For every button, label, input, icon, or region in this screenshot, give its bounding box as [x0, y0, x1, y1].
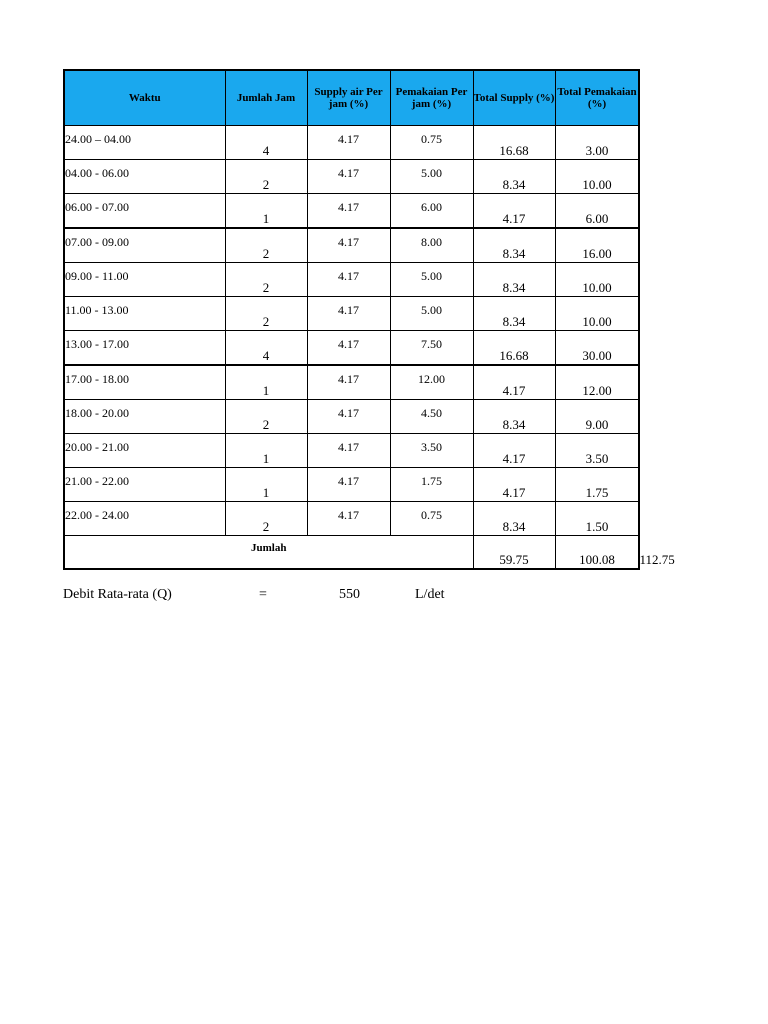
cell-waktu: 07.00 - 09.00: [64, 228, 225, 263]
table-row: [64, 502, 639, 536]
header-waktu: Waktu: [64, 70, 225, 126]
cell-supply-per-jam: 4.17: [307, 263, 390, 297]
table-row: [64, 194, 639, 229]
cell-total-pemakaian: 6.00: [555, 194, 639, 229]
cell-total-supply: 8.34: [473, 228, 555, 263]
cell-waktu: 18.00 - 20.00: [64, 400, 225, 434]
table-row: [64, 228, 639, 263]
cell-pemakaian-per-jam: 5.00: [390, 263, 473, 297]
cell-pemakaian-per-jam: 4.50: [390, 400, 473, 434]
cell-supply-per-jam: 4.17: [307, 365, 390, 400]
cell-jumlah-jam: 2: [225, 400, 307, 434]
cell-pemakaian-per-jam: 0.75: [390, 502, 473, 536]
debit-equals: =: [259, 587, 267, 602]
cell-supply-per-jam: 4.17: [307, 468, 390, 502]
cell-total-pemakaian: 10.00: [555, 263, 639, 297]
cell-waktu: 17.00 - 18.00: [64, 365, 225, 400]
cell-pemakaian-per-jam: 6.00: [390, 194, 473, 229]
cell-total-supply: 8.34: [473, 297, 555, 331]
header-total-supply: Total Supply (%): [473, 70, 555, 126]
cell-jumlah-jam: 4: [225, 126, 307, 160]
cell-waktu: 09.00 - 11.00: [64, 263, 225, 297]
cell-pemakaian-per-jam: 5.00: [390, 160, 473, 194]
cell-jumlah-jam: 2: [225, 502, 307, 536]
cell-waktu: 06.00 - 07.00: [64, 194, 225, 229]
header-total-pemakaian: Total Pemakaian (%): [555, 70, 639, 126]
debit-unit: L/det: [415, 587, 445, 602]
cell-total-pemakaian: 10.00: [555, 160, 639, 194]
table-row: [64, 468, 639, 502]
cell-total-pemakaian: 3.00: [555, 126, 639, 160]
cell-total-supply: 16.68: [473, 126, 555, 160]
cell-waktu: 11.00 - 13.00: [64, 297, 225, 331]
cell-pemakaian-per-jam: 8.00: [390, 228, 473, 263]
cell-jumlah-jam: 1: [225, 434, 307, 468]
table-row: [64, 434, 639, 468]
cell-waktu: 21.00 - 22.00: [64, 468, 225, 502]
table-row: [64, 263, 639, 297]
table-header-row: [64, 70, 639, 126]
table-row: [64, 331, 639, 366]
cell-supply-per-jam: 4.17: [307, 331, 390, 366]
cell-supply-per-jam: 4.17: [307, 297, 390, 331]
cell-waktu: 20.00 - 21.00: [64, 434, 225, 468]
cell-total-supply: 16.68: [473, 331, 555, 366]
table-row: [64, 126, 639, 160]
cell-jumlah-jam: 1: [225, 365, 307, 400]
cell-total-pemakaian: 16.00: [555, 228, 639, 263]
cell-total-pemakaian: 1.50: [555, 502, 639, 536]
cell-pemakaian-per-jam: 0.75: [390, 126, 473, 160]
cell-waktu: 24.00 – 04.00: [64, 126, 225, 160]
cell-supply-per-jam: 4.17: [307, 160, 390, 194]
cell-pemakaian-per-jam: 12.00: [390, 365, 473, 400]
cell-total-pemakaian: 9.00: [555, 400, 639, 434]
cell-supply-per-jam: 4.17: [307, 194, 390, 229]
cell-jumlah-jam: 2: [225, 160, 307, 194]
cell-supply-per-jam: 4.17: [307, 400, 390, 434]
header-supply-per-jam: Supply air Per jam (%): [307, 70, 390, 126]
cell-total-pemakaian: 12.00: [555, 365, 639, 400]
cell-total-supply: 4.17: [473, 434, 555, 468]
debit-value: 550: [339, 587, 360, 602]
cell-supply-per-jam: 4.17: [307, 228, 390, 263]
cell-total-pemakaian: 3.50: [555, 434, 639, 468]
cell-total-supply: 8.34: [473, 502, 555, 536]
total-label: Jumlah: [64, 536, 473, 570]
cell-total-supply: 8.34: [473, 400, 555, 434]
total-pemakaian-per-jam: 59.75: [473, 536, 555, 570]
cell-pemakaian-per-jam: 3.50: [390, 434, 473, 468]
cell-total-supply: 4.17: [473, 194, 555, 229]
header-pemakaian-per-jam: Pemakaian Per jam (%): [390, 70, 473, 126]
cell-supply-per-jam: 4.17: [307, 434, 390, 468]
debit-label: Debit Rata-rata (Q): [63, 587, 172, 602]
cell-jumlah-jam: 2: [225, 263, 307, 297]
table-total-row: Jumlah 59.75 100.08 112.75: [64, 536, 639, 570]
cell-jumlah-jam: 4: [225, 331, 307, 366]
header-jumlah-jam: Jumlah Jam: [225, 70, 307, 126]
cell-pemakaian-per-jam: 5.00: [390, 297, 473, 331]
cell-pemakaian-per-jam: 1.75: [390, 468, 473, 502]
total-supply-sum: 100.08: [555, 536, 639, 570]
cell-jumlah-jam: 1: [225, 194, 307, 229]
cell-total-pemakaian: 1.75: [555, 468, 639, 502]
cell-waktu: 04.00 - 06.00: [64, 160, 225, 194]
cell-total-supply: 4.17: [473, 468, 555, 502]
cell-total-supply: 8.34: [473, 263, 555, 297]
cell-total-supply: 8.34: [473, 160, 555, 194]
cell-supply-per-jam: 4.17: [307, 126, 390, 160]
cell-total-pemakaian: 30.00: [555, 331, 639, 366]
table-row: [64, 160, 639, 194]
cell-pemakaian-per-jam: 7.50: [390, 331, 473, 366]
table-body: [64, 126, 639, 536]
cell-jumlah-jam: 2: [225, 297, 307, 331]
table-row: [64, 400, 639, 434]
cell-waktu: 13.00 - 17.00: [64, 331, 225, 366]
cell-total-supply: 4.17: [473, 365, 555, 400]
cell-total-pemakaian: 10.00: [555, 297, 639, 331]
table-row: [64, 297, 639, 331]
cell-waktu: 22.00 - 24.00: [64, 502, 225, 536]
table-row: [64, 365, 639, 400]
water-usage-table: [63, 69, 675, 570]
cell-jumlah-jam: 2: [225, 228, 307, 263]
cell-supply-per-jam: 4.17: [307, 502, 390, 536]
cell-jumlah-jam: 1: [225, 468, 307, 502]
